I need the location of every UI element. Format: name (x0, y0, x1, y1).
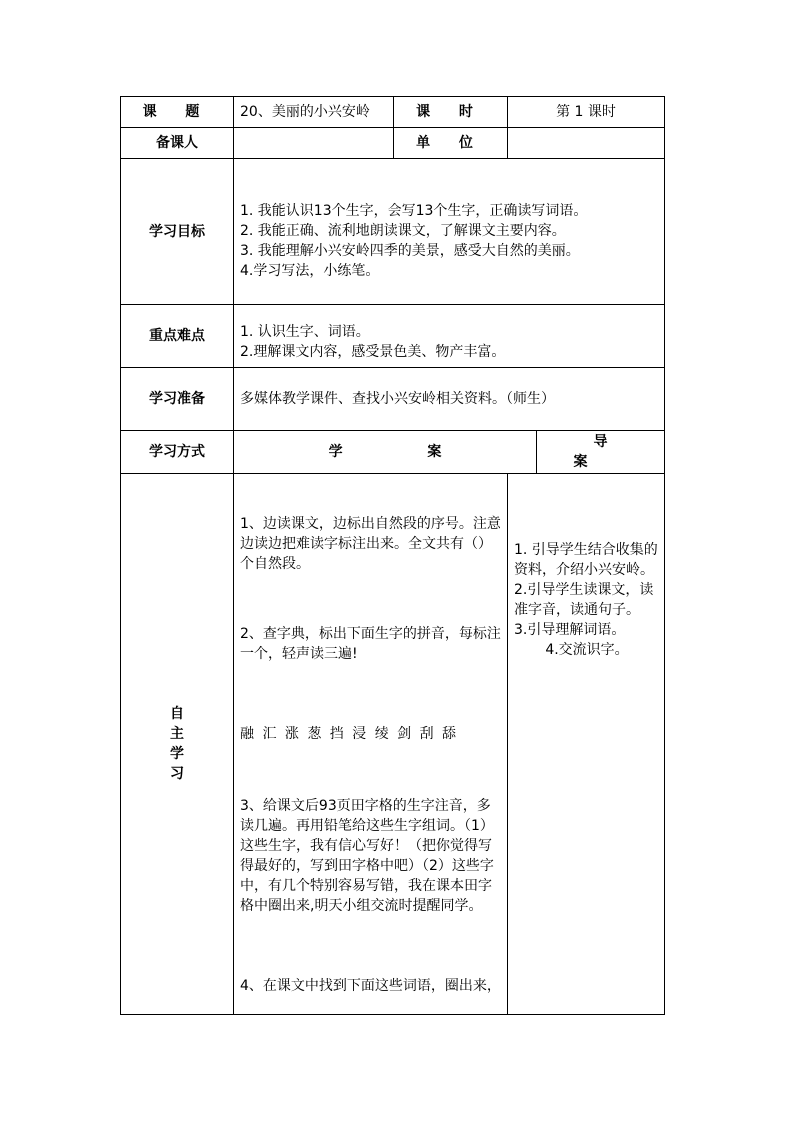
study-step: 3、给课文后93页田字格的生字注音，多读几遍。再用铅笔给这些生字组词。（1）这些生字，我有信心写好！（把你觉得写得最好的，写到田字格中吧）（2）这些字中，有几个特别容易写错，我在课本田字格中圈出来,明天小组交流时提醒同学。 (240, 798, 494, 914)
guide-item: 4.交流识字。 (545, 642, 629, 658)
goals-row (121, 159, 665, 305)
guide-item: 1. 引导学生结合收集的资料，介绍小兴安岭。 (514, 542, 658, 578)
study-step: 2、查字典，标出下面生字的拼音，每标注一个，轻声读三遍! (240, 626, 501, 662)
key-points-row (121, 305, 665, 368)
key-points-content (234, 305, 665, 368)
self-study-row (121, 474, 665, 1015)
topic-row (121, 97, 665, 128)
goal-item: 1. 我能认识13个生字，会写13个生字，正确读写词语。 (240, 202, 588, 219)
goal-item: 3. 我能理解小兴安岭四季的美景，感受大自然的美丽。 (240, 242, 580, 259)
guide-plan-header: 导 案 (537, 431, 665, 474)
guide-item: 2.引导学生读课文，读准字音，读通句子。 (514, 582, 654, 618)
goals-label: 学习目标 (121, 159, 234, 305)
preparer-label: 备课人 (121, 128, 234, 159)
study-plan-header: 学 案 (234, 431, 537, 474)
preparer-row (121, 128, 665, 159)
new-characters: 融 汇 涨 葱 挡 浸 绫 剑 刮 舔 (240, 726, 459, 742)
goals-content (234, 159, 665, 305)
topic-value: 20、美丽的小兴安岭 (234, 97, 394, 128)
lesson-plan-table (120, 96, 665, 1015)
study-step: 4、在课文中找到下面这些词语，圈出来， (240, 978, 501, 994)
unit-label: 单 位 (394, 128, 508, 159)
preparation-row (121, 368, 665, 431)
period-label: 课 时 (394, 97, 508, 128)
method-label: 学习方式 (121, 431, 234, 474)
preparation-value: 多媒体教学课件、查找小兴安岭相关资料。（师生） (234, 368, 665, 431)
period-value: 第 1 课时 (508, 97, 665, 128)
preparation-label: 学习准备 (121, 368, 234, 431)
key-point-item: 2.理解课文内容，感受景色美、物产丰富。 (240, 344, 506, 360)
method-row (121, 431, 665, 474)
self-study-label: 自 主 学 习 (121, 474, 234, 1015)
key-points-label: 重点难点 (121, 305, 234, 368)
preparer-value (234, 128, 394, 159)
study-step: 1、边读课文，边标出自然段的序号。注意边读边把难读字标注出来。全文共有（）个自然段。 (240, 516, 501, 572)
study-plan-content (234, 474, 508, 1015)
guide-item: 3.引导理解词语。 (514, 622, 626, 638)
guide-plan-content (508, 474, 665, 1015)
goal-item: 4.学习写法，小练笔。 (240, 262, 380, 279)
key-point-item: 1. 认识生字、词语。 (240, 324, 370, 340)
unit-value (508, 128, 665, 159)
goal-item: 2. 我能正确、流利地朗读课文，了解课文主要内容。 (240, 222, 566, 239)
topic-label: 课 题 (121, 97, 234, 128)
